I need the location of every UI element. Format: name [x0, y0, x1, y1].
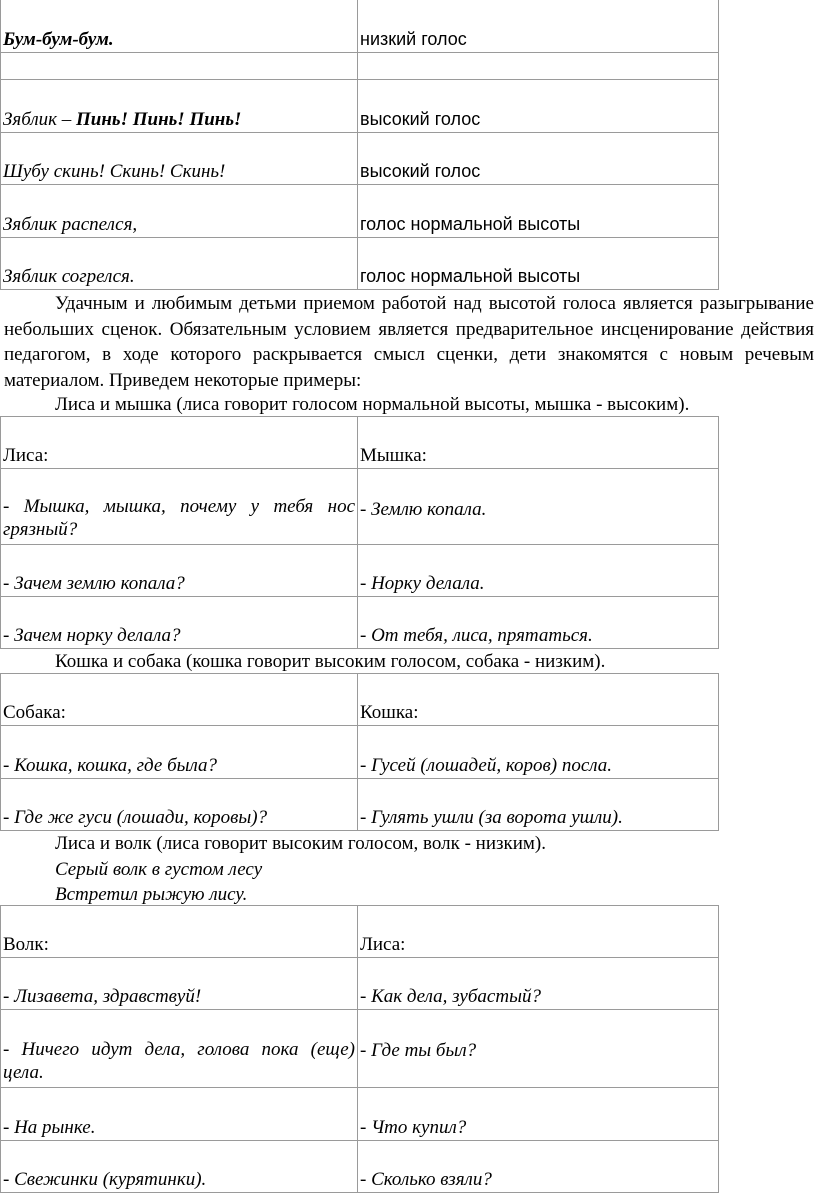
dialog-line: - Ничего идут дела, голова пока (еще) цела. — [1, 1010, 358, 1088]
table-row — [1, 674, 719, 726]
table-row — [1, 417, 719, 469]
dialog-line: - Что купил? — [358, 1088, 719, 1141]
table-row — [1, 1010, 719, 1088]
voice-cell: высокий голос — [358, 133, 719, 185]
speaker-label: Кошка: — [358, 674, 719, 726]
dialog-line: - Как дела, зубастый? — [358, 958, 719, 1010]
chant-cell: Бум-бум-бум. — [1, 0, 358, 53]
voice-cell: низкий голос — [358, 0, 719, 53]
table-row — [1, 185, 719, 238]
speaker-label: Собака: — [1, 674, 358, 726]
scene-title: Кошка и собака (кошка говорит высоким голосом, собака - низким). — [55, 651, 606, 672]
chant-cell: Шубу скинь! Скинь! Скинь! — [1, 133, 358, 185]
dialog-line: - Гулять ушли (за ворота ушли). — [358, 779, 719, 831]
speaker-label: Лиса: — [358, 906, 719, 958]
voice-cell: высокий голос — [358, 80, 719, 133]
table-row — [1, 958, 719, 1010]
table-row — [1, 0, 719, 53]
verse-line: Встретил рыжую лису. — [55, 884, 248, 905]
dialog-line: - От тебя, лиса, прятаться. — [358, 597, 719, 649]
chant-cell: Зяблик распелся, — [1, 185, 358, 238]
speaker-label: Лиса: — [1, 417, 358, 469]
table-row — [1, 726, 719, 779]
table-row — [1, 906, 719, 958]
verse-line: Серый волк в густом лесу — [55, 859, 263, 880]
dialog-line: - Где же гуси (лошади, коровы)? — [1, 779, 358, 831]
voice-cell: голос нормальной высоты — [358, 185, 719, 238]
empty-cell — [358, 53, 719, 80]
dialog-line: - Гусей (лошадей, коров) посла. — [358, 726, 719, 779]
dialog-line: - Свежинки (курятинки). — [1, 1141, 358, 1193]
table-row — [1, 469, 719, 545]
dialog-line: - Сколько взяли? — [358, 1141, 719, 1193]
dialog-line: - Зачем норку делала? — [1, 597, 358, 649]
table-row — [1, 238, 719, 290]
table-row — [1, 1088, 719, 1141]
dialog-table-fox-mouse — [0, 416, 719, 649]
dialog-line: - Лизавета, здравствуй! — [1, 958, 358, 1010]
table-row — [1, 545, 719, 597]
chant-cell: Зяблик – Пинь! Пинь! Пинь! — [1, 80, 358, 133]
scene-title: Лиса и мышка (лиса говорит голосом нормальной высоты, мышка - высоким). — [55, 394, 690, 415]
table-row — [1, 597, 719, 649]
dialog-table-cat-dog — [0, 673, 719, 831]
dialog-line: - На рынке. — [1, 1088, 358, 1141]
chant-table — [0, 0, 719, 290]
table-row — [1, 53, 719, 80]
table-row — [1, 779, 719, 831]
voice-cell: голос нормальной высоты — [358, 238, 719, 290]
dialog-line: - Землю копала. — [358, 469, 719, 545]
dialog-line: - Где ты был? — [358, 1010, 719, 1088]
empty-cell — [1, 53, 358, 80]
dialog-line: - Зачем землю копала? — [1, 545, 358, 597]
table-row — [1, 1141, 719, 1193]
table-row — [1, 80, 719, 133]
dialog-line: - Мышка, мышка, почему у тебя нос грязный? — [1, 469, 358, 545]
table-row — [1, 133, 719, 185]
speaker-label: Мышка: — [358, 417, 719, 469]
dialog-line: - Кошка, кошка, где была? — [1, 726, 358, 779]
chant-cell: Зяблик согрелся. — [1, 238, 358, 290]
scene-title: Лиса и волк (лиса говорит высоким голосом, волк - низким). — [55, 833, 547, 854]
dialog-line: - Норку делала. — [358, 545, 719, 597]
speaker-label: Волк: — [1, 906, 358, 958]
body-paragraph: Удачным и любимым детьми приемом работой над высотой голоса является разыгрывание небольших сценок. Обязательным условием является предварительное инсценирование действия педагогом, в ходе которого раскрывается смысл сценки, дети знакомятся с новым речевым материалом. Приведем некоторые примеры: — [4, 293, 814, 391]
dialog-table-wolf-fox — [0, 905, 719, 1193]
